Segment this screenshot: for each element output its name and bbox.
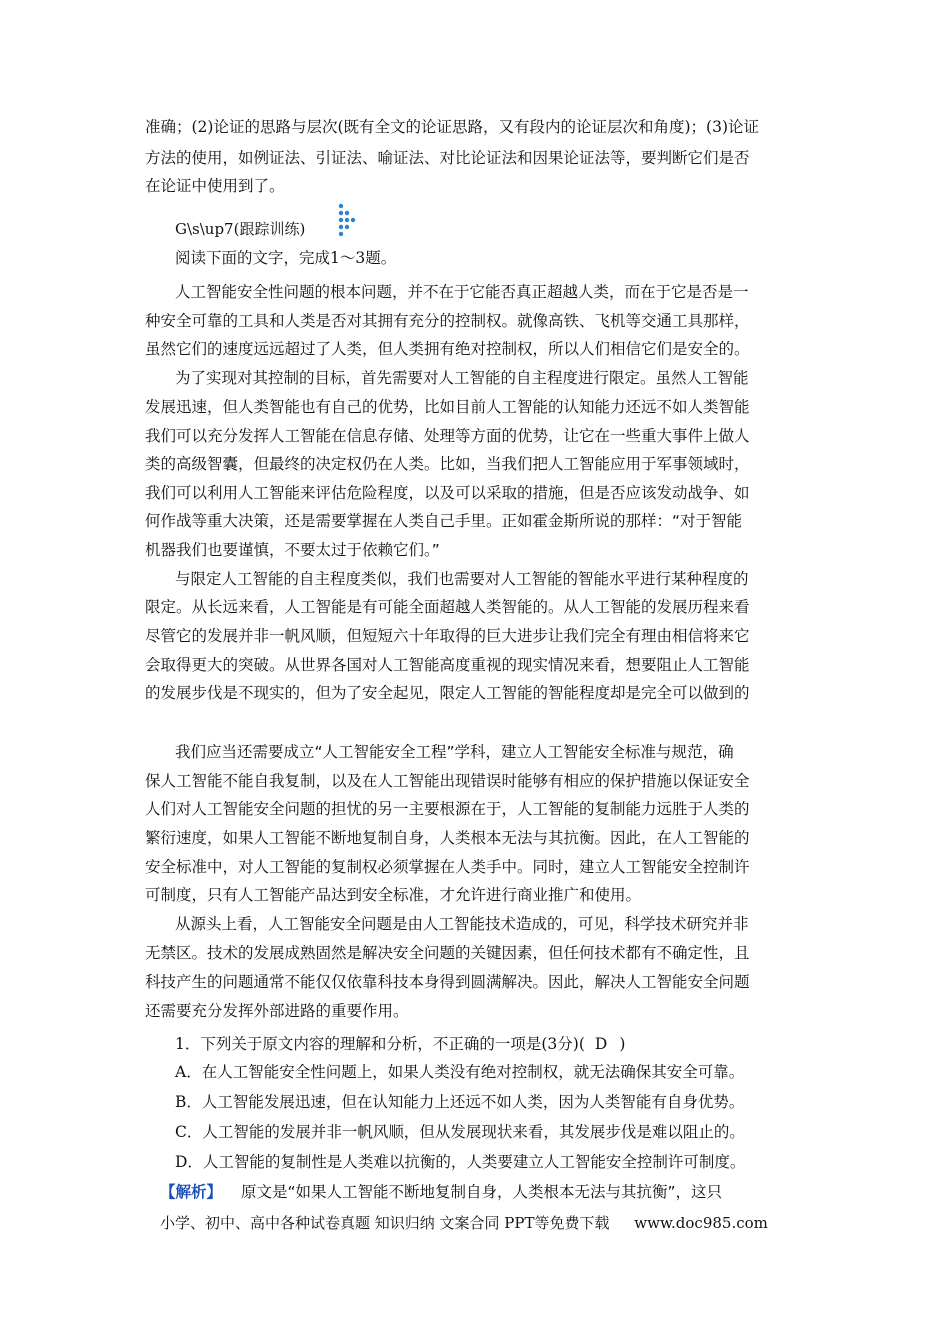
option-c: C．人工智能的发展并非一帆风顺，但从发展现状来看，其发展步伐是难以阻止的。 — [175, 1123, 745, 1141]
paragraph-line: 无禁区。技术的发展成熟固然是解决安全问题的关键因素，但任何技术都有不确定性，且 — [145, 944, 750, 962]
paragraph-line: 何作战等重大决策，还是需要掌握在人类自己手里。正如霍金斯所说的那样：“对于智能 — [145, 512, 743, 530]
paragraph-line: 我们可以利用人工智能来评估危险程度，以及可以采取的措施，但是否应该发动战争、如 — [145, 484, 750, 502]
paragraph-line: 会取得更大的突破。从世界各国对人工智能高度重视的现实情况来看，想要阻止人工智能 — [145, 656, 750, 674]
paragraph-line: 发展迅速，但人类智能也有自己的优势，比如目前人工智能的认知能力还远不如人类智能 — [145, 398, 750, 416]
question-1-stem: 1．下列关于原文内容的理解和分析，不正确的一项是(3分)( — [175, 1035, 585, 1053]
triangle-arrow-icon — [336, 202, 364, 238]
paragraph-line: 类的高级智囊，但最终的决定权仍在人类。比如，当我们把人工智能应用于军事领域时， — [145, 455, 750, 473]
section-heading — [175, 218, 305, 239]
option-b: B．人工智能发展迅速，但在认知能力上还远不如人类，因为人类智能有自身优势。 — [175, 1093, 745, 1111]
paragraph-line: 机器我们也要谨慎，不要太过于依赖它们。” — [145, 541, 440, 559]
paragraph-line: 人们对人工智能安全问题的担忧的另一主要根源在于，人工智能的复制能力远胜于人类的 — [145, 800, 750, 818]
intro-line-2: 方法的使用，如例证法、引证法、喻证法、对比论证法和因果论证法等，要判断它们是否 — [145, 149, 750, 167]
question-1-close: ) — [619, 1035, 626, 1053]
option-a: A．在人工智能安全性问题上，如果人类没有绝对控制权，就无法确保其安全可靠。 — [175, 1063, 745, 1081]
paragraph-line: 科技产生的问题通常不能仅仅依靠科技本身得到圆满解决。因此，解决人工智能安全问题 — [145, 973, 750, 991]
paragraph-line: 还需要充分发挥外部进路的重要作用。 — [145, 1002, 409, 1020]
paragraph-line: 我们可以充分发挥人工智能在信息存储、处理等方面的优势，让它在一些重大事件上做人 — [145, 427, 750, 445]
analysis-text: 原文是“如果人工智能不断地复制自身，人类根本无法与其抗衡”，这只 — [240, 1183, 723, 1201]
paragraph-line: 从源头上看，人工智能安全问题是由人工智能技术造成的，可见，科学技术研究并非 — [175, 915, 749, 933]
intro-line-3: 在论证中使用到了。 — [145, 177, 285, 195]
analysis-tag: 【解析】 — [160, 1183, 223, 1201]
question-1 — [175, 1032, 625, 1054]
instruction: 阅读下面的文字，完成1～3题。 — [175, 249, 397, 267]
footer-text: 小学、初中、高中各种试卷真题 知识归纳 文案合同 PPT等免费下载 — [160, 1214, 610, 1232]
paragraph-line: 虽然它们的速度远远超过了人类，但人类拥有绝对控制权，所以人们相信它们是安全的。 — [145, 340, 750, 358]
paragraph-line: 我们应当还需要成立“人工智能安全工程”学科，建立人工智能安全标准与规范，确 — [175, 743, 734, 761]
paragraph-line: 繁衍速度，如果人工智能不断地复制自身，人类根本无法与其抗衡。因此，在人工智能的 — [145, 829, 750, 847]
paragraph-line: 限定。从长远来看，人工智能是有可能全面超越人类智能的。从人工智能的发展历程来看 — [145, 598, 750, 616]
paragraph-line: 为了实现对其控制的目标，首先需要对人工智能的自主程度进行限定。虽然人工智能 — [175, 369, 749, 387]
footer — [160, 1212, 768, 1233]
paragraph-line: 与限定人工智能的自主程度类似，我们也需要对人工智能的智能水平进行某种程度的 — [175, 570, 749, 588]
footer-url[interactable]: www.doc985.com — [634, 1214, 768, 1232]
paragraph-line: 可制度，只有人工智能产品达到安全标准，才允许进行商业推广和使用。 — [145, 886, 642, 904]
intro-line-1: 准确；(2)论证的思路与层次(既有全文的论证思路，又有段内的论证层次和角度)；(3)论证 — [145, 118, 760, 136]
section-heading-code: G\s\up7(跟踪训练) — [175, 220, 306, 238]
paragraph-line: 种安全可靠的工具和人类是否对其拥有充分的控制权。就像高铁、飞机等交通工具那样， — [145, 312, 750, 330]
paragraph-line: 安全标准中，对人工智能的复制权必须掌握在人类手中。同时，建立人工智能安全控制许 — [145, 858, 750, 876]
question-1-answer: D — [594, 1035, 608, 1053]
paragraph-line: 的发展步伐是不现实的，但为了安全起见，限定人工智能的智能程度却是完全可以做到的 — [145, 684, 750, 702]
paragraph-line: 人工智能安全性问题的根本问题，并不在于它能否真正超越人类，而在于它是否是一 — [175, 283, 749, 301]
option-d: D．人工智能的复制性是人类难以抗衡的，人类要建立人工智能安全控制许可制度。 — [175, 1153, 746, 1171]
analysis-line — [160, 1182, 820, 1202]
paragraph-line: 尽管它的发展并非一帆风顺，但短短六十年取得的巨大进步让我们完全有理由相信将来它 — [145, 627, 750, 645]
paragraph-line: 保人工智能不能自我复制，以及在人工智能出现错误时能够有相应的保护措施以保证安全 — [145, 772, 750, 790]
